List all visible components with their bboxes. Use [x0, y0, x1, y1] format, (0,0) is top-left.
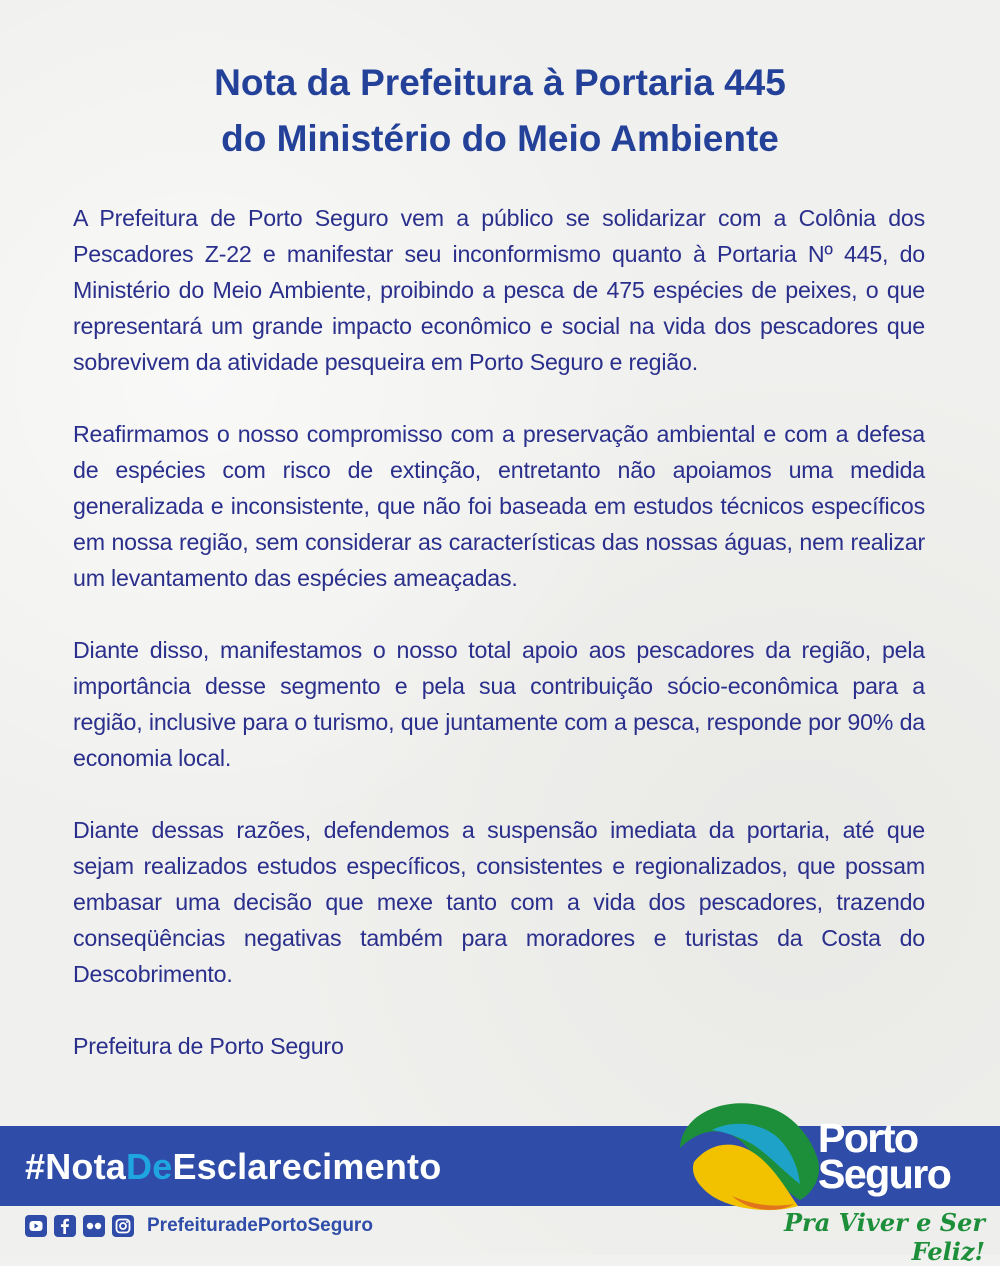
title-line-1: Nota da Prefeitura à Portaria 445 [214, 62, 786, 103]
brand-wordmark [818, 1115, 988, 1197]
paragraph-2: Reafirmamos o nosso compromisso com a preservação ambiental e com a defesa de espécies com risco de extinção, entretanto não apoiamos uma medida generalizada e inconsistente, que não foi baseada em estudos técnicos específicos em nossa região, sem considerar as características das nossas águas, nem realizar um levantamento das espécies ameaçadas. [73, 421, 925, 591]
social-links [25, 1212, 373, 1240]
flickr-icon[interactable] [83, 1215, 105, 1237]
instagram-icon[interactable] [112, 1215, 134, 1237]
note-body [73, 200, 925, 1100]
facebook-icon[interactable] [54, 1215, 76, 1237]
title-line-2: do Ministério do Meio Ambiente [221, 118, 779, 159]
hashtag-accent: De [126, 1146, 173, 1187]
brand-line-2: Seguro [818, 1151, 951, 1197]
social-handle[interactable]: PrefeituradePortoSeguro [147, 1215, 373, 1236]
paragraph-4: Diante dessas razões, defendemos a suspensão imediata da portaria, até que sejam realizados estudos específicos, consistentes e regionalizados, que possam embasar uma decisão que mexe tanto com a vida dos pescadores, trazendo conseqüências negativas também para moradores e turistas da Costa do Descobrimento. [73, 817, 925, 987]
brand-line-1: Porto [818, 1115, 918, 1161]
page-title [0, 55, 1000, 167]
youtube-icon[interactable] [25, 1215, 47, 1237]
paragraph-1: A Prefeitura de Porto Seguro vem a público se solidarizar com a Colônia dos Pescadores Z-22 e manifestar seu inconformismo quanto à Portaria Nº 445, do Ministério do Meio Ambiente, proibindo a pesca de 475 espécies de peixes, o que representará um grande impacto econômico e social na vida dos pescadores que sobrevivem da atividade pesqueira em Porto Seguro e região. [73, 205, 925, 375]
hashtag [25, 1140, 441, 1194]
brand-tagline: Pra Viver e Ser Feliz! [784, 1208, 985, 1266]
hashtag-suffix: Esclarecimento [172, 1146, 442, 1187]
hashtag-prefix: #Nota [25, 1146, 127, 1187]
paragraph-3: Diante disso, manifestamos o nosso total apoio aos pescadores da região, pela importância desse segmento e pela sua contribuição sócio-econômica para a região, inclusive para o turismo, que juntamente com a pesca, responde por 90% da economia local. [73, 637, 925, 771]
signature: Prefeitura de Porto Seguro [73, 1033, 344, 1059]
